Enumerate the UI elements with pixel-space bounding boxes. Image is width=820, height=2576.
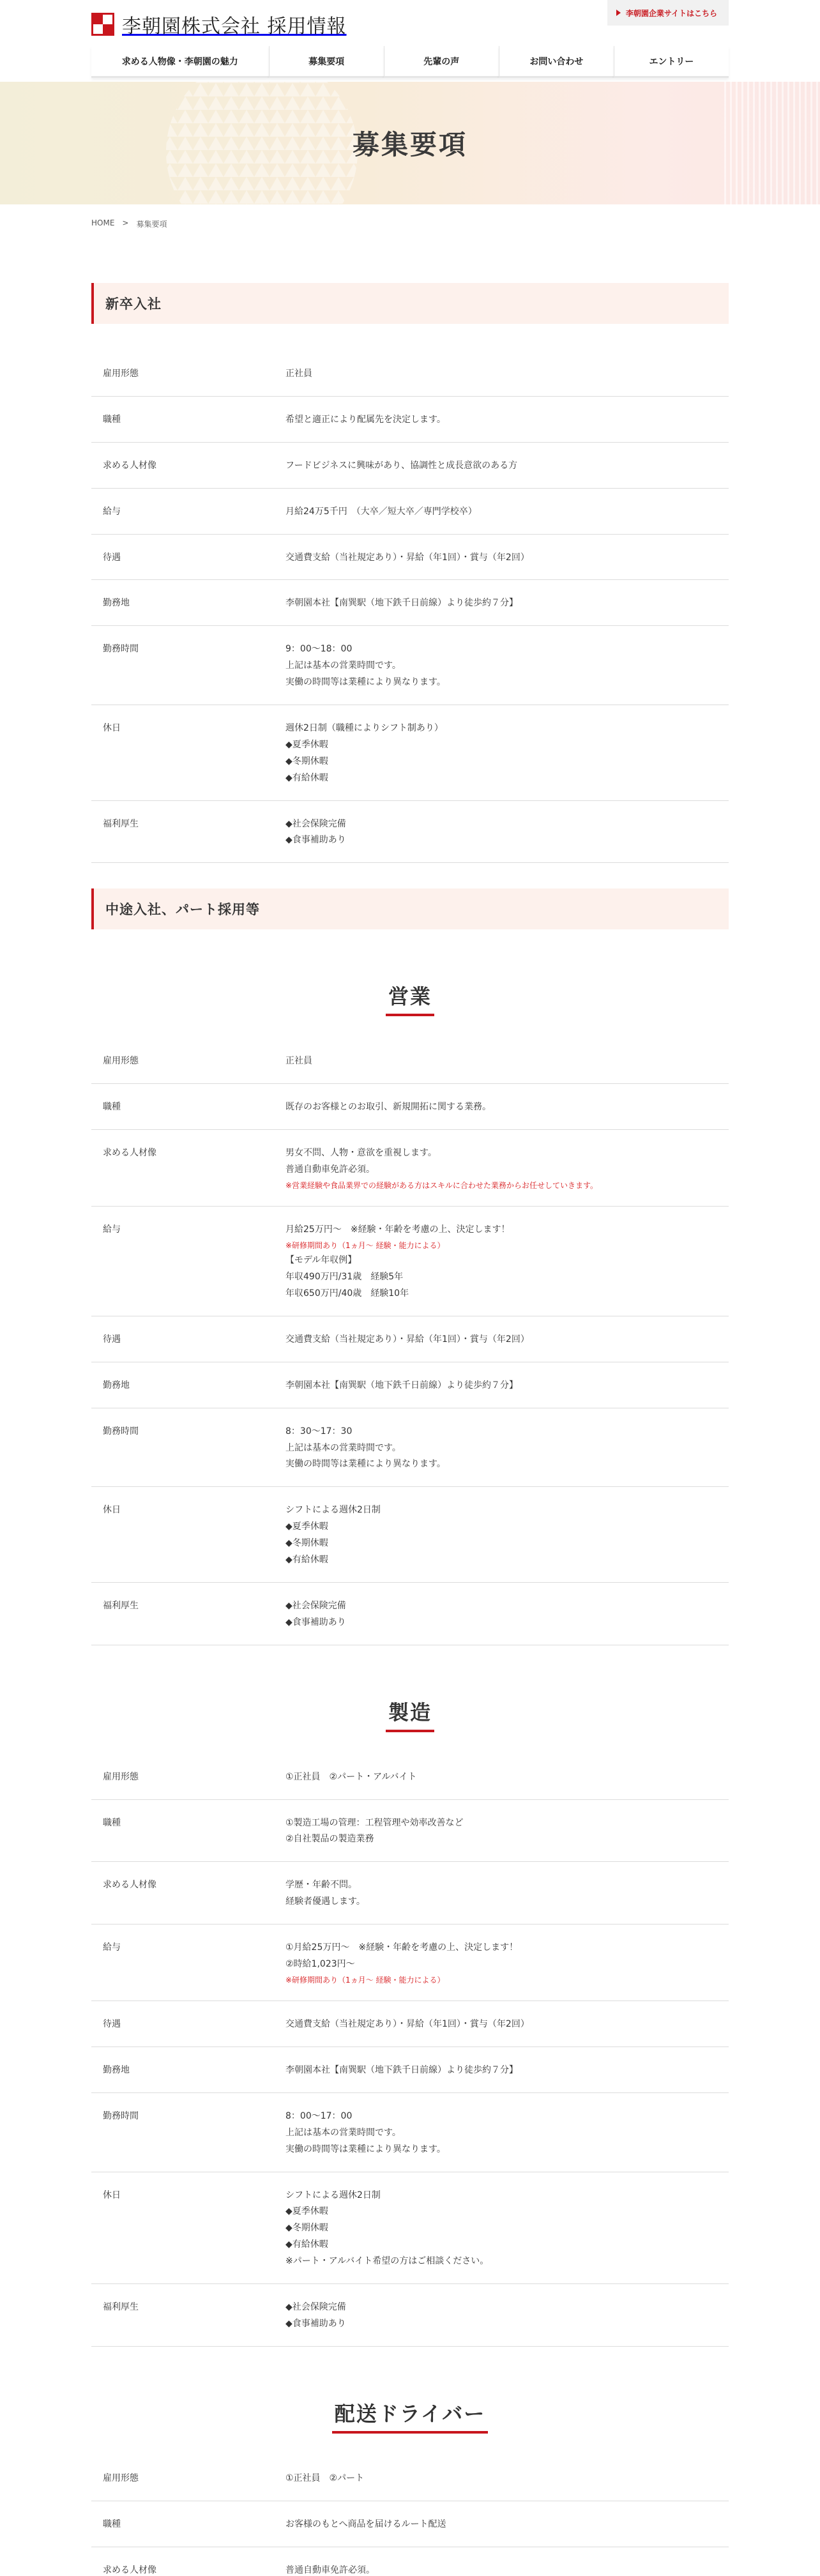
job-title-sales: 営業 [386,980,434,1016]
nav-item-contact[interactable]: お問い合わせ [499,46,614,78]
table-row [91,1924,729,2001]
row-label: 雇用形態 [103,2473,139,2483]
job-title-driver-wrap [91,2398,729,2434]
sales-table [91,1038,729,1645]
row-label: 職種 [103,1102,121,1113]
row-label: 休日 [103,1505,121,1516]
row-label: 雇用形態 [103,1056,139,1067]
row-value [285,1378,729,1394]
row-line: ◆冬期休暇 [285,1538,328,1549]
row-line: 普通自動車免許必須。 [285,1164,375,1175]
row-label: 待遇 [103,552,121,563]
row-value [285,1099,729,1116]
row-value [285,366,729,383]
row-line: 正社員 [285,369,312,379]
global-nav [91,46,729,78]
site-logo[interactable] [91,10,347,38]
row-value [285,1332,729,1348]
row-line: シフトによる週休2日制 [285,2190,381,2200]
table-row [91,626,729,705]
row-line: 上記は基本の営業時間です。 [285,2127,401,2138]
table-row [91,2455,729,2501]
driver-table [91,2455,729,2576]
row-line: 9：00〜18：00 [285,644,353,655]
table-row [91,1038,729,1084]
row-label: 勤務時間 [103,1426,139,1437]
row-value [285,550,729,567]
row-label: 雇用形態 [103,369,139,379]
row-line: 8：30〜17：30 [285,1426,353,1437]
row-line: 学歴・年齢不問。 [285,1880,357,1891]
row-line: 正社員 [285,1056,312,1067]
row-line: ◆冬期休暇 [285,756,328,766]
row-line: ◆有給休暇 [285,2239,328,2250]
row-value [285,816,729,850]
row-line: ◆社会保険完備 [285,1600,346,1611]
row-value [285,2016,729,2033]
row-label: 職種 [103,2519,121,2529]
row-line: ①月給25万円〜 ※経験・年齢を考慮の上、決定します！ [285,1942,519,1953]
table-row [91,580,729,626]
row-value [285,1222,729,1302]
breadcrumb-current: 募集要項 [136,220,167,229]
row-value [285,2108,729,2158]
table-row [91,801,729,864]
row-line: 交通費支給（当社規定あり）・昇給（年1回）・賞与（年2回） [285,552,529,563]
row-line: 実働の時間等は業種により異なります。 [285,2144,446,2154]
corporate-site-link-label: 李朝園企業サイトはこちら [625,8,717,18]
row-label: 休日 [103,723,121,734]
row-line: 月給24万5千円 （大卒／短大卒／専門学校卒） [285,506,477,517]
row-value [285,1424,729,1474]
row-label: 求める人材像 [103,1148,156,1159]
table-row [91,397,729,443]
row-value [285,641,729,691]
row-value [285,2062,729,2079]
row-label: 福利厚生 [103,1600,139,1611]
row-value [285,1815,729,1848]
table-row [91,1583,729,1645]
row-value [285,1502,729,1569]
table-row [91,1362,729,1408]
row-label: 職種 [103,1817,121,1828]
row-label: 福利厚生 [103,818,139,829]
row-line: ◆社会保険完備 [285,818,346,829]
row-line: 希望と適正により配属先を決定します。 [285,414,446,425]
row-value [285,1598,729,1631]
row-line: 普通自動車免許必須。 [285,2565,375,2575]
row-line: 月給25万円〜 ※経験・年齢を考慮の上、決定します！ [285,1224,510,1235]
row-line: ◆食事補助あり [285,835,346,846]
row-line: 上記は基本の営業時間です。 [285,1442,401,1453]
nav-item-voices[interactable]: 先輩の声 [384,46,499,78]
row-line: ①正社員 ②パート [285,2473,365,2483]
table-row [91,1800,729,1863]
row-value [285,2517,729,2533]
row-line: ◆夏季休暇 [285,739,328,750]
row-line: フードビジネスに興味があり、協調性と成長意欲のある方 [285,460,518,471]
row-note: ※研修期間あり（1ヵ月〜 経験・能力による） [285,1241,445,1250]
table-row [91,489,729,535]
row-note: ※研修期間あり（1ヵ月〜 経験・能力による） [285,1975,445,1985]
row-label: 待遇 [103,1334,121,1345]
table-row [91,2047,729,2093]
job-title-manufacturing-wrap [91,1696,729,1732]
table-row [91,535,729,581]
row-line: 李朝園本社【南巽駅（地下鉄千日前線）より徒歩約７分】 [285,2064,518,2075]
row-value [285,2188,729,2270]
row-label: 勤務地 [103,2064,130,2075]
row-label: 勤務時間 [103,644,139,655]
row-value [285,412,729,429]
section-heading-mid-career [91,888,729,929]
row-line: 実働の時間等は業種により異なります。 [285,1459,446,1470]
table-row [91,1487,729,1583]
row-line: 【モデル年収例】 [285,1255,357,1266]
new-grad-table [91,351,729,863]
triangle-right-icon [616,10,621,16]
corporate-site-link[interactable] [607,0,729,26]
table-row [91,2501,729,2547]
row-value [285,504,729,521]
row-line: 交通費支給（当社規定あり）・昇給（年1回）・賞与（年2回） [285,2019,529,2030]
table-row [91,1316,729,1362]
row-line: ※パート・アルバイト希望の方はご相談ください。 [285,2256,489,2267]
table-row [91,2172,729,2284]
row-label: 給与 [103,1224,121,1235]
row-note: ※営業経験や食品業界での経験がある方はスキルに合わせた業務からお任せしていきます。 [285,1180,598,1190]
section-heading-text: 新卒入社 [105,296,162,312]
row-value [285,720,729,787]
row-value [285,1145,729,1193]
row-line: シフトによる週休2日制 [285,1505,381,1516]
row-line: 年収490万円/31歳 経験5年 [285,1272,404,1283]
row-value [285,1053,729,1070]
section-heading-text: 中途入社、パート採用等 [105,902,260,918]
row-label: 福利厚生 [103,2301,139,2312]
row-label: 雇用形態 [103,1771,139,1782]
table-row [91,2093,729,2172]
row-line: ①正社員 ②パート・アルバイト [285,1771,417,1782]
breadcrumb-separator: > [122,218,129,227]
row-label: 休日 [103,2190,121,2200]
row-label: 給与 [103,1942,121,1953]
job-title-manufacturing: 製造 [386,1696,434,1732]
row-label: 給与 [103,506,121,517]
row-value [285,1940,729,1987]
row-label: 待遇 [103,2019,121,2030]
breadcrumb-home[interactable]: HOME [91,218,115,227]
nav-item-requirements[interactable]: 募集要項 [269,46,384,78]
table-row [91,351,729,397]
row-line: ◆食事補助あり [285,1617,346,1627]
row-line: 李朝園本社【南巽駅（地下鉄千日前線）より徒歩約７分】 [285,598,518,609]
row-line: 実働の時間等は業種により異なります。 [285,677,446,688]
table-row [91,1754,729,1800]
row-line: 週休2日制（職種によりシフト制あり） [285,723,443,734]
table-row [91,2001,729,2047]
nav-item-entry[interactable]: エントリー [614,46,729,78]
page-hero [0,82,820,204]
nav-item-ideal-person[interactable]: 求める人物像・李朝園の魅力 [91,46,269,78]
row-label: 勤務時間 [103,2110,139,2121]
row-line: 上記は基本の営業時間です。 [285,660,401,671]
row-line: ◆冬期休暇 [285,2223,328,2234]
table-row [91,1130,729,1207]
row-value [285,1769,729,1786]
row-line: 年収650万円/40歳 経験10年 [285,1288,409,1299]
row-value [285,2471,729,2487]
row-line: 李朝園本社【南巽駅（地下鉄千日前線）より徒歩約７分】 [285,1380,518,1391]
table-row [91,443,729,489]
row-line: ◆食事補助あり [285,2318,346,2329]
breadcrumb [91,218,729,229]
row-line: ①製造工場の管理：工程管理や効率改善など [285,1817,464,1828]
table-row [91,1207,729,1316]
logo-mark-icon [91,13,114,36]
row-label: 勤務地 [103,1380,130,1391]
row-line: 交通費支給（当社規定あり）・昇給（年1回）・賞与（年2回） [285,1334,529,1345]
row-label: 求める人材像 [103,460,156,471]
site-header [91,0,729,82]
row-value [285,1877,729,1910]
table-row [91,1862,729,1924]
row-line: ◆夏季休暇 [285,2206,328,2217]
table-row [91,2284,729,2347]
row-line: 男女不問、人物・意欲を重視します。 [285,1148,437,1159]
row-label: 勤務地 [103,598,130,609]
row-line: ②自社製品の製造業務 [285,1834,374,1845]
table-row [91,1084,729,1130]
row-value [285,595,729,612]
row-label: 職種 [103,414,121,425]
table-row [91,1408,729,1488]
row-line: ◆夏季休暇 [285,1521,328,1532]
row-line: ◆有給休暇 [285,772,328,783]
row-line: お客様のもとへ商品を届けるルート配送 [285,2519,446,2529]
row-label: 求める人材像 [103,1880,156,1891]
row-line: 8：00〜17：00 [285,2110,353,2121]
row-value [285,2299,729,2333]
section-heading-new-grad [91,283,729,324]
row-line: 既存のお客様とのお取引、新規開拓に関する業務。 [285,1102,491,1113]
row-line: ◆社会保険完備 [285,2301,346,2312]
row-value [285,458,729,475]
row-line: ②時給1,023円〜 [285,1959,355,1969]
logo-text: 李朝園株式会社 採用情報 [122,15,347,38]
page-title: 募集要項 [352,129,467,160]
row-line: 経験者優遇します。 [285,1896,365,1907]
table-row [91,705,729,801]
job-title-driver: 配送ドライバー [332,2398,488,2434]
job-title-sales-wrap [91,980,729,1016]
manufacturing-table [91,1754,729,2347]
row-line: ◆有給休暇 [285,1554,328,1565]
table-row: 求める人材像 普通自動車免許必須。 [91,2547,729,2576]
